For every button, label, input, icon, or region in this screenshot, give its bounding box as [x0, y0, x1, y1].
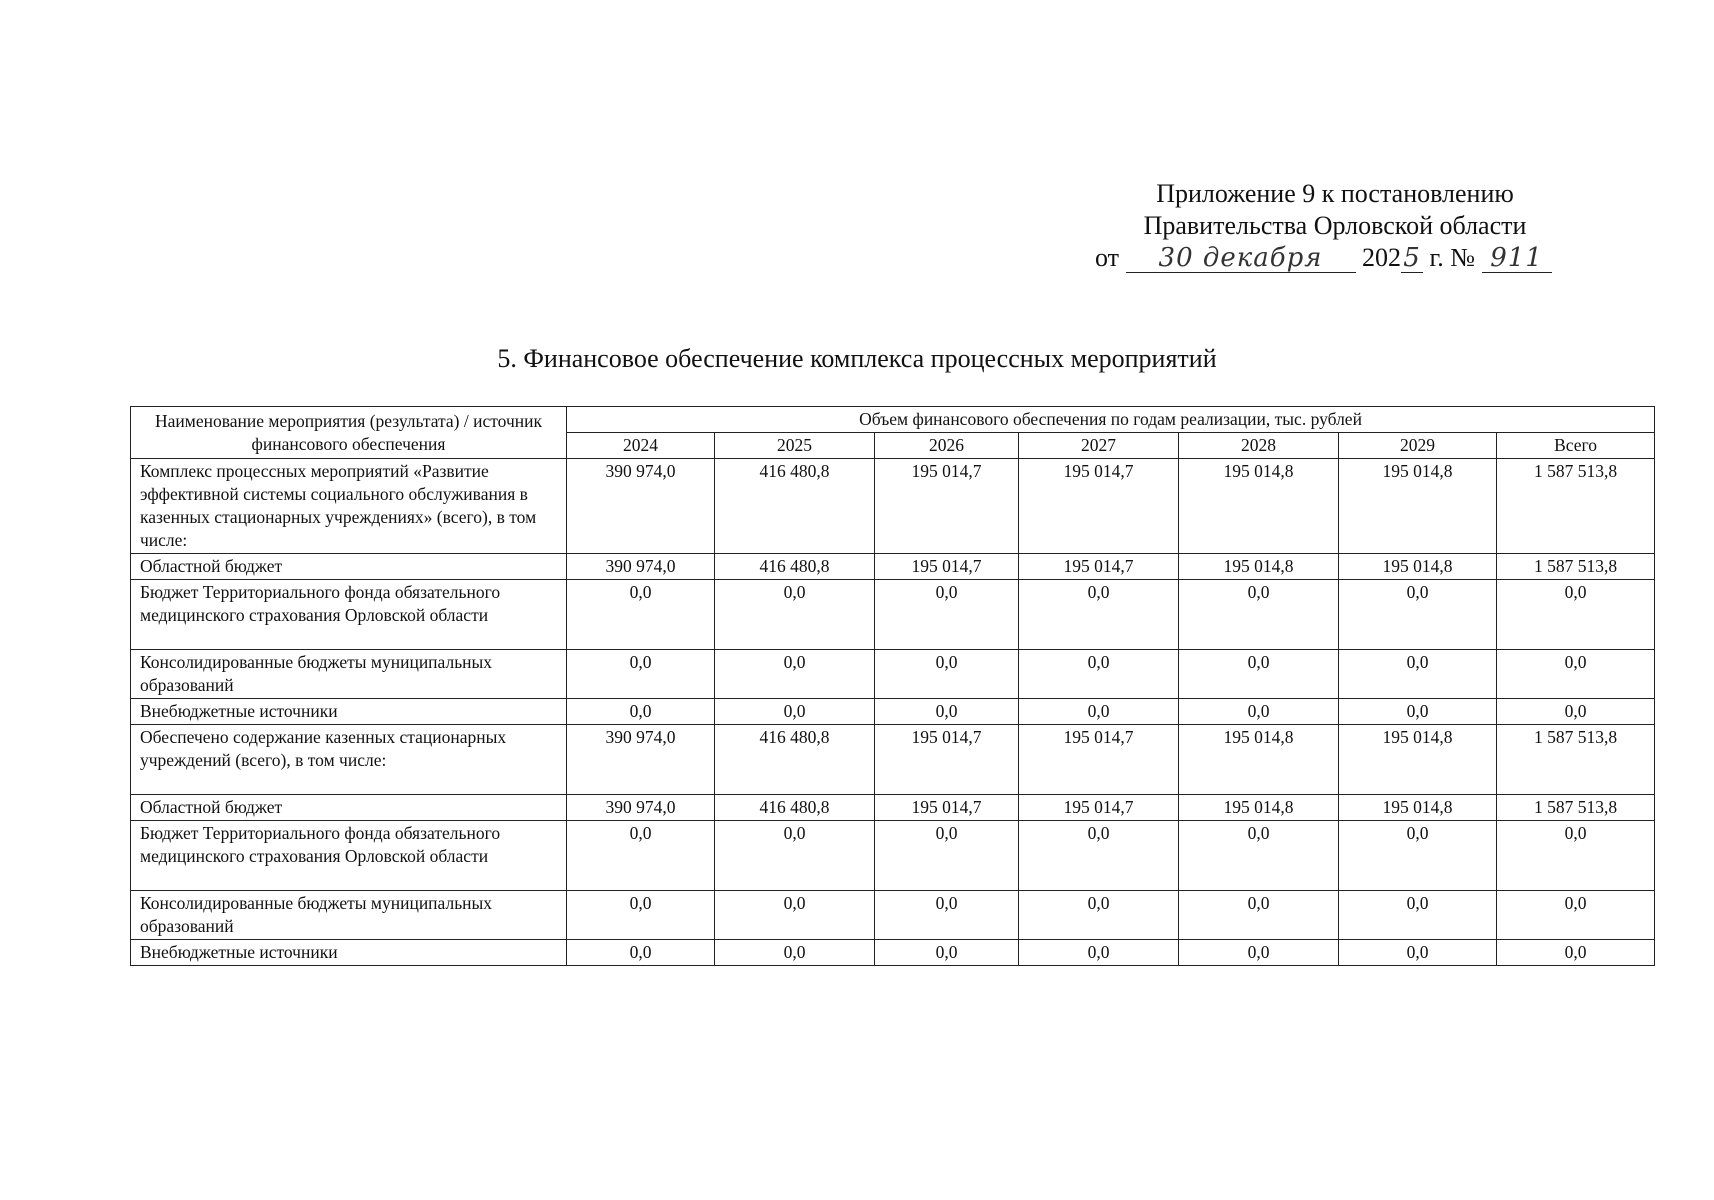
- volume-column-header: Объем финансового обеспечения по годам реализации, тыс. рублей: [567, 407, 1655, 433]
- number-prefix: г. №: [1429, 243, 1476, 272]
- value-cell: 195 014,8: [1339, 459, 1497, 554]
- table-row: [131, 725, 1655, 795]
- value-cell: 0,0: [875, 580, 1019, 650]
- value-cell: 0,0: [875, 891, 1019, 940]
- date-field: [1126, 244, 1356, 273]
- table-row: [131, 699, 1655, 725]
- value-cell: 0,0: [1497, 699, 1655, 725]
- value-cell: 195 014,8: [1179, 795, 1339, 821]
- value-cell: 0,0: [715, 650, 875, 699]
- table-row: [131, 821, 1655, 891]
- row-name-cell: Комплекс процессных мероприятий «Развитие эффективной системы социального обслуживания в казенных стационарных учреждениях» (всего), в том числе:: [131, 459, 567, 554]
- financing-table: [130, 406, 1655, 966]
- value-cell: 0,0: [1019, 891, 1179, 940]
- value-cell: 0,0: [1497, 580, 1655, 650]
- value-cell: 0,0: [715, 891, 875, 940]
- value-cell: 195 014,8: [1339, 554, 1497, 580]
- value-cell: 0,0: [1497, 891, 1655, 940]
- value-cell: 0,0: [1497, 821, 1655, 891]
- value-cell: 1 587 513,8: [1497, 725, 1655, 795]
- value-cell: 0,0: [1179, 650, 1339, 699]
- row-name-cell: Внебюджетные источники: [131, 699, 567, 725]
- value-cell: 416 480,8: [715, 554, 875, 580]
- column-header: 2024: [567, 433, 715, 459]
- value-cell: 0,0: [715, 580, 875, 650]
- value-cell: 390 974,0: [567, 459, 715, 554]
- value-cell: 0,0: [567, 821, 715, 891]
- table-row: [131, 580, 1655, 650]
- year-field: [1401, 244, 1423, 273]
- value-cell: 195 014,7: [875, 459, 1019, 554]
- value-cell: 0,0: [1497, 650, 1655, 699]
- table-row: [131, 554, 1655, 580]
- value-cell: 416 480,8: [715, 459, 875, 554]
- handwritten-date: 30 декабря: [1158, 243, 1323, 273]
- column-header: 2026: [875, 433, 1019, 459]
- value-cell: 390 974,0: [567, 554, 715, 580]
- year-prefix: 202: [1362, 243, 1402, 272]
- value-cell: 195 014,7: [1019, 554, 1179, 580]
- value-cell: 416 480,8: [715, 725, 875, 795]
- date-prefix: от: [1095, 243, 1120, 272]
- value-cell: 195 014,8: [1179, 554, 1339, 580]
- appendix-line-1: Приложение 9 к постановлению: [1156, 179, 1514, 208]
- value-cell: 0,0: [1179, 580, 1339, 650]
- row-name-cell: Областной бюджет: [131, 554, 567, 580]
- value-cell: 0,0: [1339, 821, 1497, 891]
- row-name-cell: Внебюджетные источники: [131, 940, 567, 966]
- handwritten-year: 5: [1403, 243, 1421, 273]
- value-cell: 195 014,8: [1339, 795, 1497, 821]
- name-column-header: Наименование мероприятия (результата) / источник финансового обеспечения: [131, 407, 567, 459]
- value-cell: 0,0: [1019, 699, 1179, 725]
- row-name-cell: Областной бюджет: [131, 795, 567, 821]
- column-header: 2025: [715, 433, 875, 459]
- row-name-cell: Бюджет Территориального фонда обязательного медицинского страхования Орловской области: [131, 580, 567, 650]
- value-cell: 0,0: [1339, 699, 1497, 725]
- value-cell: 0,0: [1179, 940, 1339, 966]
- table-row: [131, 459, 1655, 554]
- value-cell: 0,0: [875, 650, 1019, 699]
- value-cell: 0,0: [1179, 699, 1339, 725]
- value-cell: 0,0: [1339, 940, 1497, 966]
- number-field: [1482, 244, 1552, 273]
- value-cell: 195 014,7: [1019, 725, 1179, 795]
- column-header: 2029: [1339, 433, 1497, 459]
- row-name-cell: Обеспечено содержание казенных стационарных учреждений (всего), в том числе:: [131, 725, 567, 795]
- handwritten-number: 911: [1490, 243, 1543, 273]
- value-cell: 0,0: [1019, 650, 1179, 699]
- value-cell: 195 014,7: [875, 795, 1019, 821]
- value-cell: 1 587 513,8: [1497, 459, 1655, 554]
- table-row: [131, 795, 1655, 821]
- column-header: Всего: [1497, 433, 1655, 459]
- value-cell: 0,0: [567, 940, 715, 966]
- value-cell: 0,0: [1339, 580, 1497, 650]
- value-cell: 0,0: [1497, 940, 1655, 966]
- value-cell: 195 014,8: [1179, 725, 1339, 795]
- value-cell: 0,0: [567, 650, 715, 699]
- value-cell: 195 014,7: [1019, 459, 1179, 554]
- value-cell: 0,0: [567, 699, 715, 725]
- value-cell: 0,0: [715, 940, 875, 966]
- value-cell: 0,0: [1179, 821, 1339, 891]
- value-cell: 0,0: [875, 821, 1019, 891]
- value-cell: 0,0: [875, 699, 1019, 725]
- row-name-cell: Консолидированные бюджеты муниципальных образований: [131, 650, 567, 699]
- table-row: [131, 940, 1655, 966]
- value-cell: 0,0: [875, 940, 1019, 966]
- value-cell: 0,0: [1179, 891, 1339, 940]
- value-cell: 416 480,8: [715, 795, 875, 821]
- value-cell: 390 974,0: [567, 725, 715, 795]
- table-header-row: [131, 407, 1655, 433]
- value-cell: 0,0: [1339, 891, 1497, 940]
- value-cell: 0,0: [1019, 580, 1179, 650]
- value-cell: 0,0: [567, 580, 715, 650]
- value-cell: 0,0: [1339, 650, 1497, 699]
- value-cell: 195 014,7: [875, 554, 1019, 580]
- section-title: 5. Финансовое обеспечение комплекса процессных мероприятий: [497, 344, 1217, 373]
- table-row: [131, 891, 1655, 940]
- value-cell: 0,0: [715, 821, 875, 891]
- value-cell: 0,0: [1019, 940, 1179, 966]
- table-row: [131, 650, 1655, 699]
- row-name-cell: Консолидированные бюджеты муниципальных образований: [131, 891, 567, 940]
- value-cell: 195 014,8: [1339, 725, 1497, 795]
- value-cell: 0,0: [567, 891, 715, 940]
- value-cell: 1 587 513,8: [1497, 554, 1655, 580]
- value-cell: 390 974,0: [567, 795, 715, 821]
- appendix-header: [1065, 178, 1605, 274]
- appendix-line-2: Правительства Орловской области: [1143, 211, 1527, 240]
- value-cell: 195 014,8: [1179, 459, 1339, 554]
- column-header: 2027: [1019, 433, 1179, 459]
- value-cell: 195 014,7: [1019, 795, 1179, 821]
- value-cell: 1 587 513,8: [1497, 795, 1655, 821]
- value-cell: 195 014,7: [875, 725, 1019, 795]
- column-header: 2028: [1179, 433, 1339, 459]
- value-cell: 0,0: [715, 699, 875, 725]
- value-cell: 0,0: [1019, 821, 1179, 891]
- row-name-cell: Бюджет Территориального фонда обязательного медицинского страхования Орловской области: [131, 821, 567, 891]
- appendix-date-line: [1065, 242, 1605, 274]
